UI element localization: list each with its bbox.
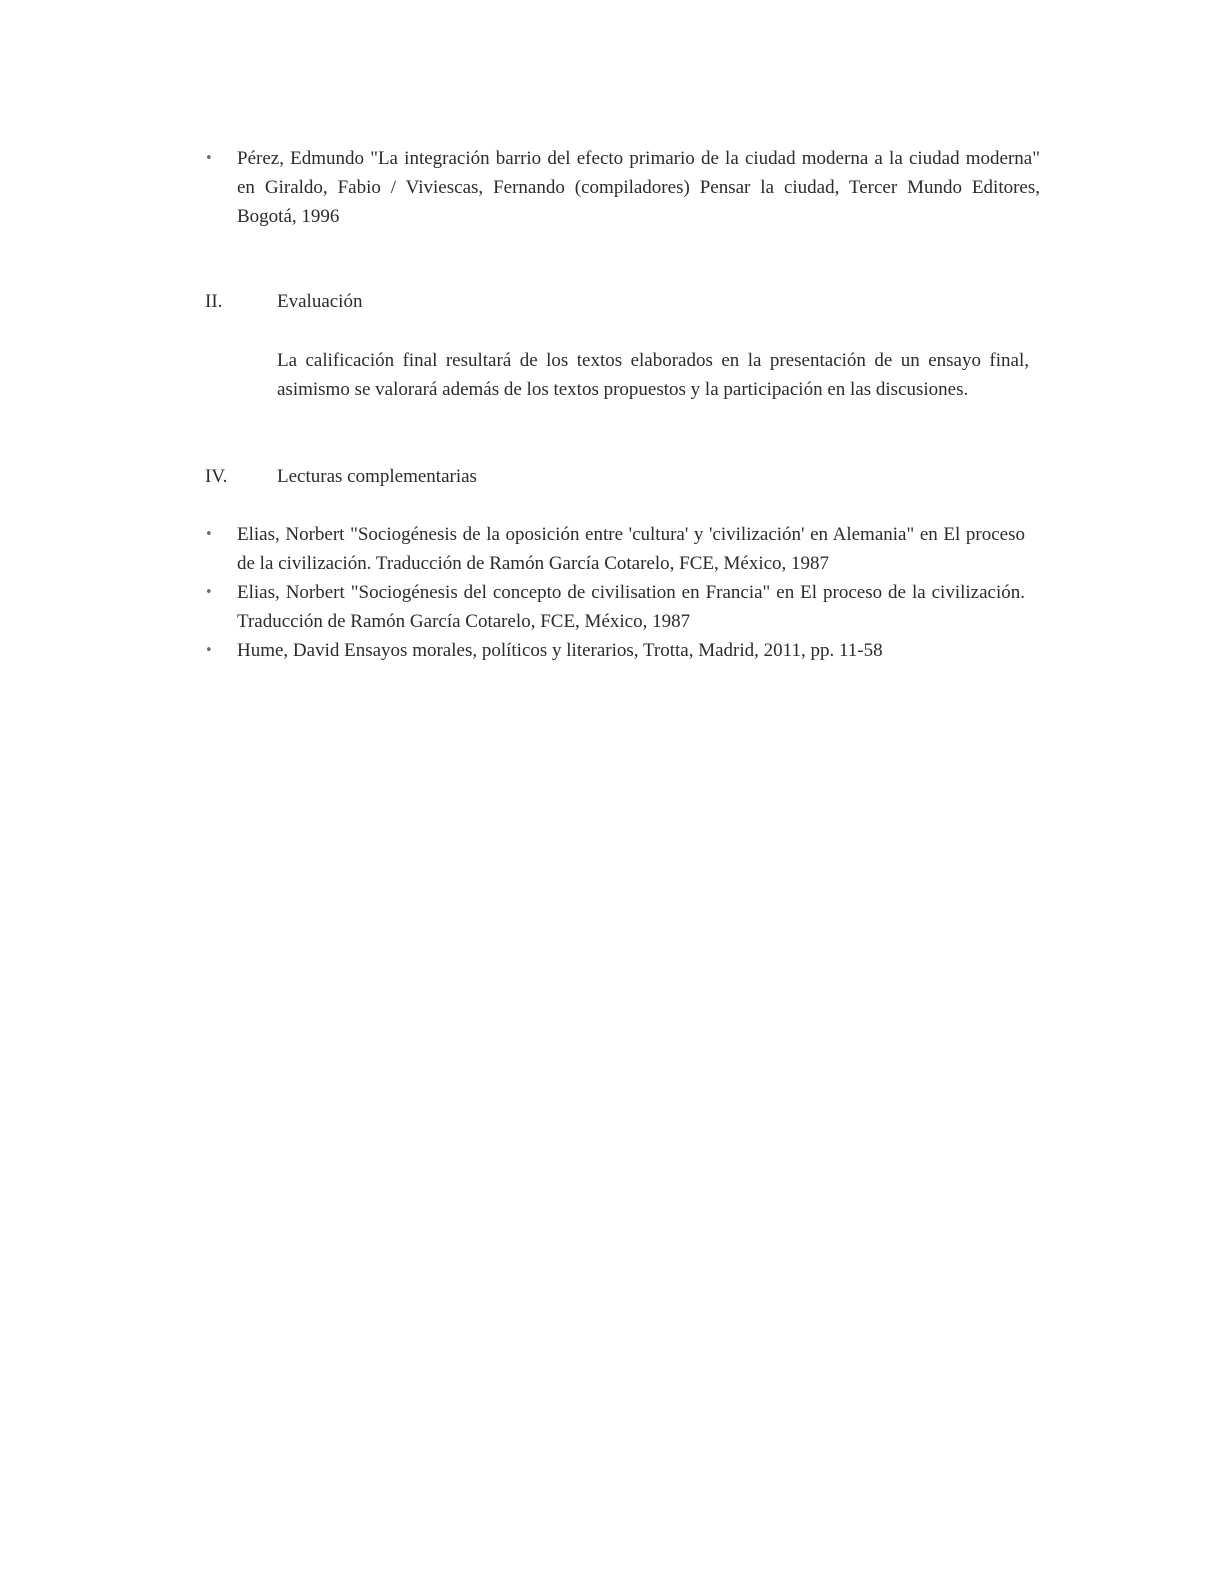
reference-text: Elias, Norbert "Sociogénesis de la oposición entre 'cultura' y 'civilización' en Alemania" en El proceso de la civilización. Traducción de Ramón García Cotarelo, FCE, México, 1987 xyxy=(237,524,1025,574)
reference-text: Hume, David Ensayos morales, políticos y literarios, Trotta, Madrid, 2011, pp. 11-58 xyxy=(237,640,883,661)
list-item xyxy=(205,520,1025,578)
list-item xyxy=(205,578,1025,636)
evaluation-paragraph: La calificación final resultará de los textos elaborados en la presentación de un ensayo final, asimismo se valorará además de los textos propuestos y la participación en las discusiones. xyxy=(277,350,1029,400)
list-item xyxy=(205,636,1025,665)
intro-references xyxy=(205,144,1040,231)
section-title: Lecturas complementarias xyxy=(277,466,477,487)
reference-text: Pérez, Edmundo "La integración barrio del efecto primario de la ciudad moderna a la ciudad moderna" en Giraldo, Fabio / Viviescas, Fernando (compiladores) Pensar la ciudad, Tercer Mundo Editores, Bogotá, 1996 xyxy=(237,148,1040,227)
bullet-icon: • xyxy=(205,585,213,600)
section-heading-evaluation xyxy=(205,287,605,316)
section-number: II. xyxy=(205,291,223,312)
section-title: Evaluación xyxy=(277,291,363,312)
section-heading-readings xyxy=(205,462,705,491)
readings-list xyxy=(205,520,1025,665)
bullet-icon: • xyxy=(205,527,213,542)
section-number: IV. xyxy=(205,466,228,487)
reference-text: Elias, Norbert "Sociogénesis del concepto de civilisation en Francia" en El proceso de la civilización. Traducción de Ramón García Cotarelo, FCE, México, 1987 xyxy=(237,582,1025,632)
list-item xyxy=(205,144,1040,231)
bullet-icon: • xyxy=(205,643,213,658)
bullet-icon: • xyxy=(205,151,213,166)
